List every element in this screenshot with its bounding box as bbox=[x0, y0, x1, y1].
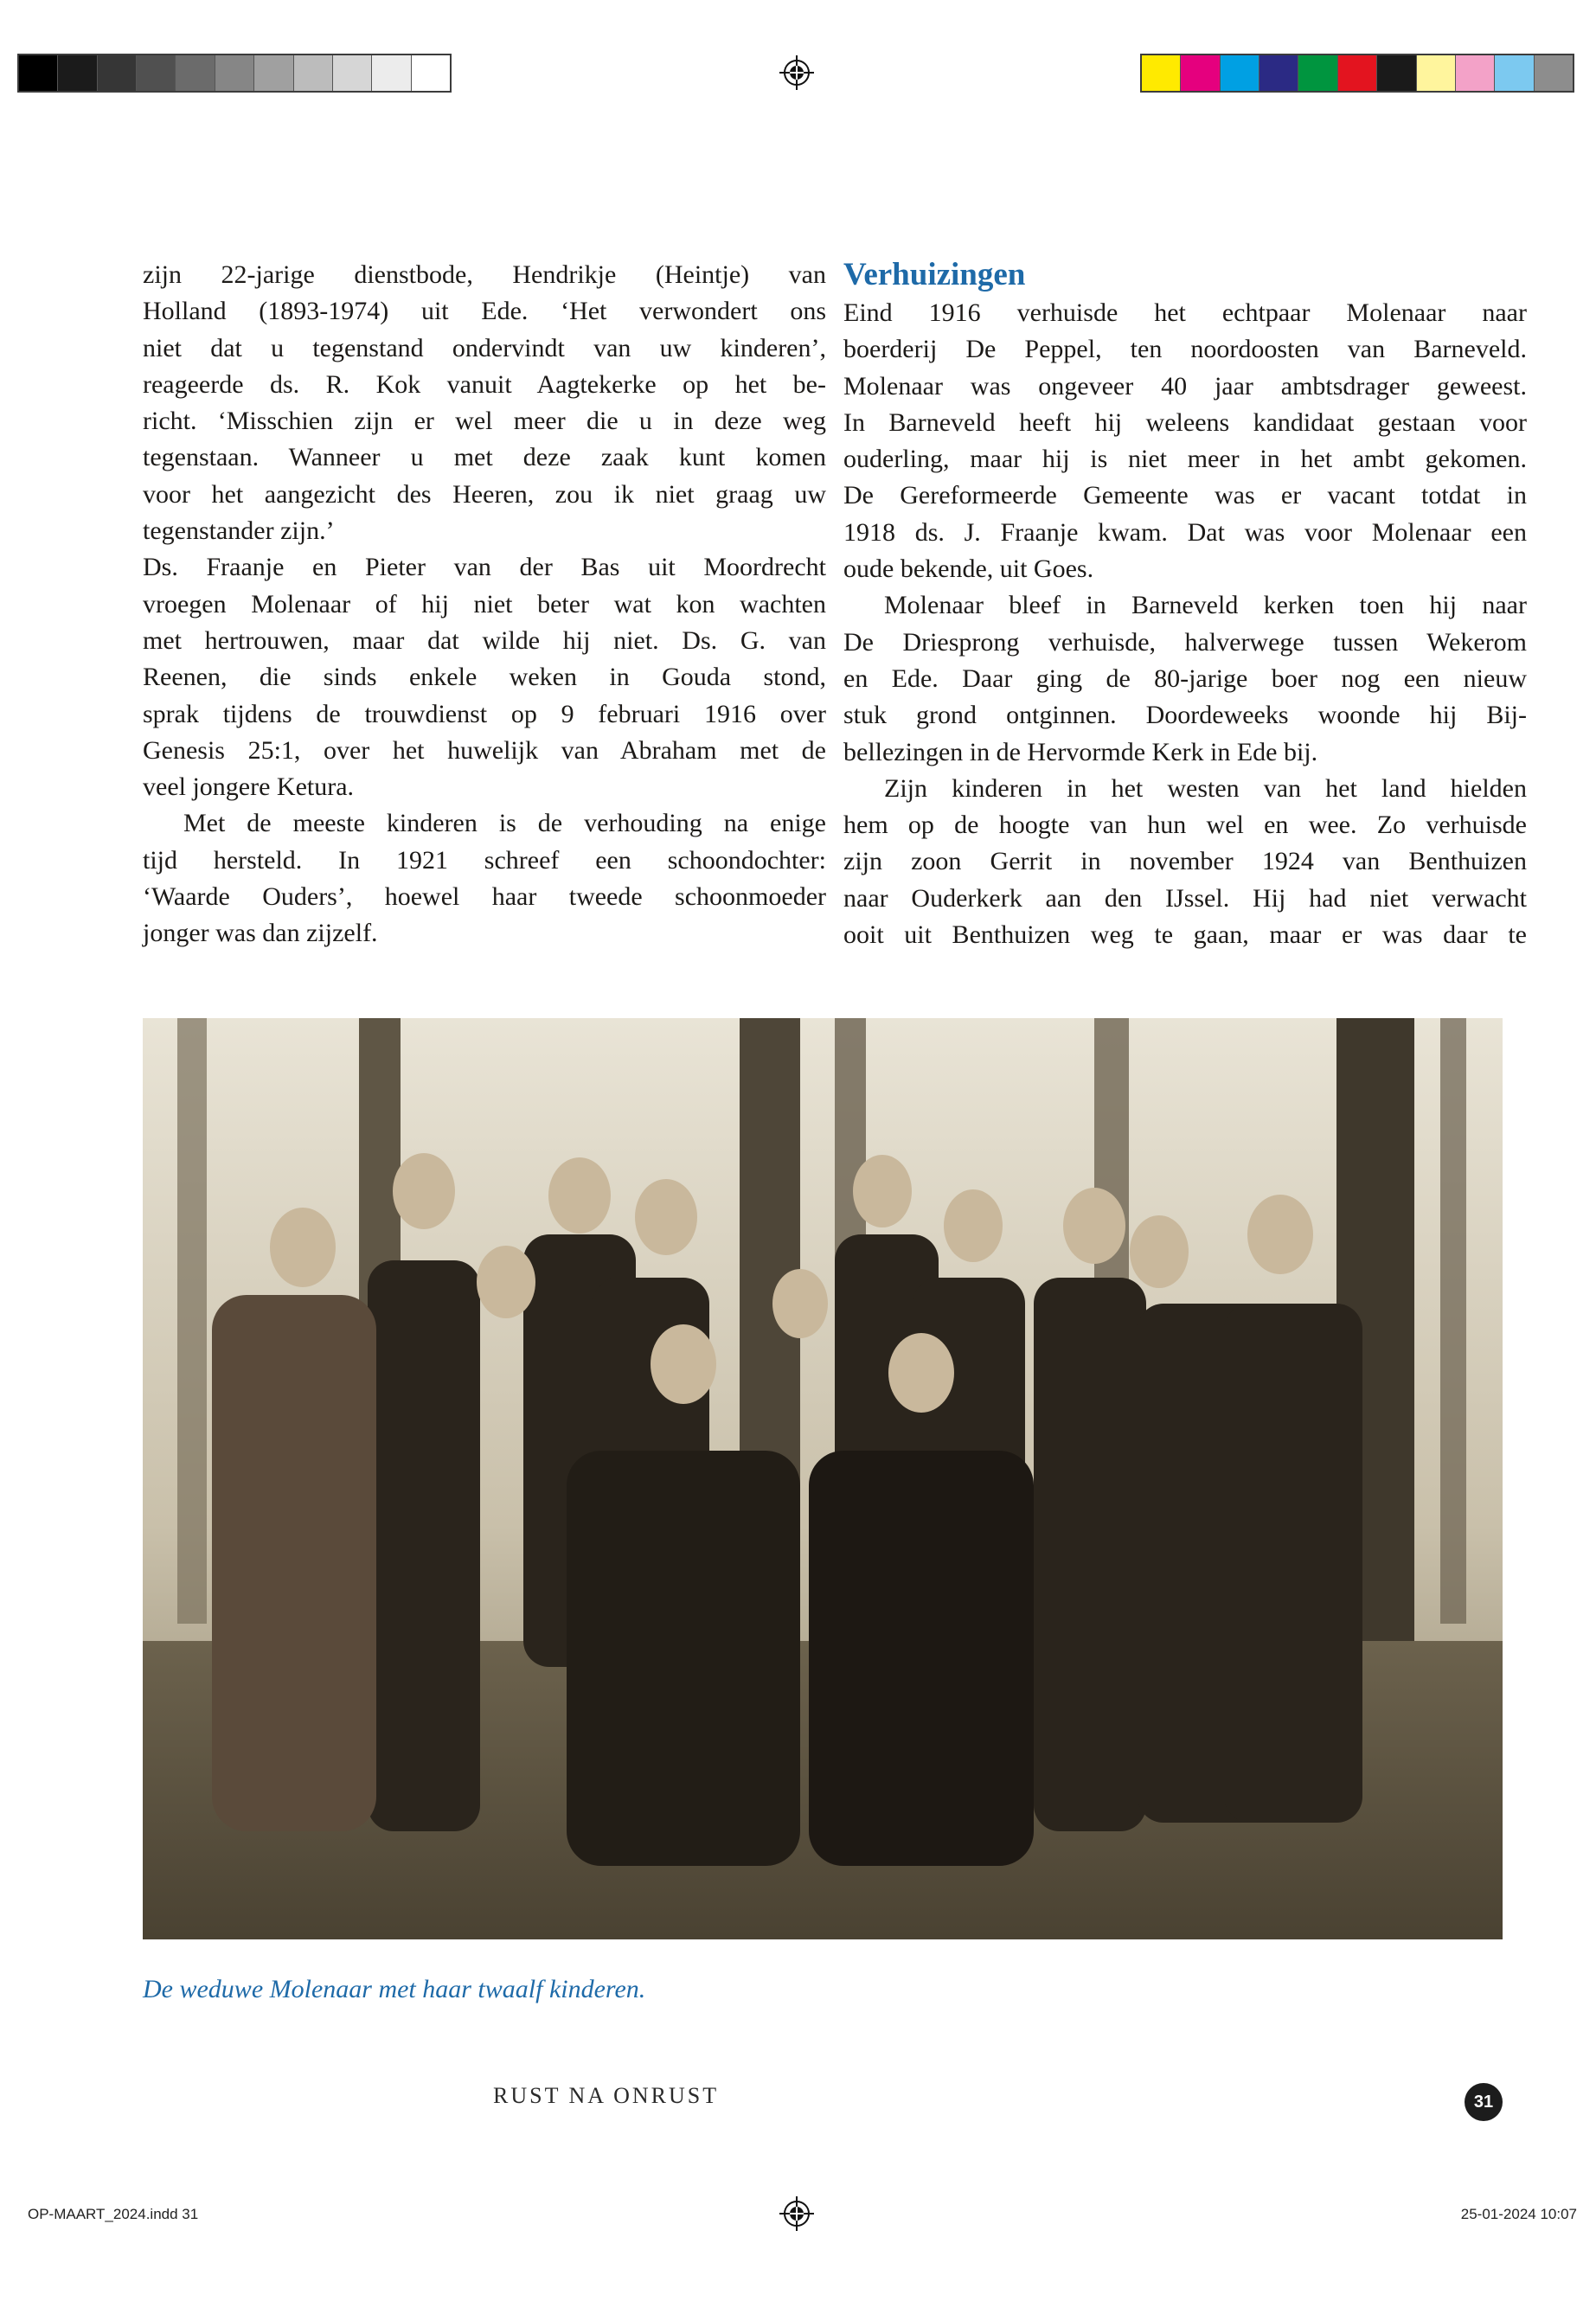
text-line: Zijn kinderen in het westen van het land hielden bbox=[884, 773, 1527, 803]
photo-caption: De weduwe Molenaar met haar twaalf kinderen. bbox=[143, 1975, 646, 2003]
slug-date-time: 25-01-2024 10:07 bbox=[1460, 2206, 1577, 2222]
text-line: ooit uit Benthuizen weg te gaan, maar er was daar te bbox=[843, 920, 1527, 950]
text-line: ‘Waarde Ouders’, hoewel haar tweede schoonmoeder bbox=[143, 882, 826, 912]
text-line: zijn 22-jarige dienstbode, Hendrikje (Heintje) van bbox=[143, 260, 826, 289]
color-swatch bbox=[372, 55, 411, 91]
registration-mark-icon bbox=[779, 55, 814, 90]
color-swatch bbox=[1535, 55, 1573, 91]
text-line: In Barneveld heeft hij weleens kandidaat gestaan voor bbox=[843, 407, 1527, 437]
color-swatch bbox=[412, 55, 450, 91]
color-swatch bbox=[176, 55, 215, 91]
color-swatch bbox=[1338, 55, 1377, 91]
color-swatch bbox=[19, 55, 58, 91]
text-line: Eind 1916 verhuisde het echtpaar Molenaar naar bbox=[843, 298, 1527, 327]
color-swatch bbox=[1221, 55, 1259, 91]
left-text-column bbox=[143, 257, 826, 952]
text-line: niet dat u tegenstand ondervindt van uw kinderen’, bbox=[143, 333, 826, 362]
text-line: tegenstander zijn.’ bbox=[143, 516, 335, 546]
text-line: boerderij De Peppel, ten noordoosten van Barneveld. bbox=[843, 335, 1527, 364]
color-swatch bbox=[1417, 55, 1456, 91]
color-swatch bbox=[1181, 55, 1220, 91]
text-line: zijn zoon Gerrit in november 1924 van Benthuizen bbox=[843, 847, 1527, 876]
text-line: veel jongere Ketura. bbox=[143, 772, 355, 802]
family-photograph bbox=[143, 1018, 1503, 1939]
text-line: en Ede. Daar ging de 80-jarige boer nog een nieuw bbox=[843, 663, 1527, 693]
color-swatch bbox=[1456, 55, 1495, 91]
slug-file-name: OP-MAART_2024.indd 31 bbox=[28, 2206, 199, 2222]
color-swatch bbox=[215, 55, 254, 91]
family-photograph-image bbox=[143, 1018, 1503, 1939]
text-line: De Gereformeerde Gemeente was er vacant totdat in bbox=[843, 481, 1527, 510]
text-line: Molenaar was ongeveer 40 jaar ambtsdrager geweest. bbox=[843, 371, 1527, 401]
process-color-bar bbox=[1140, 54, 1574, 93]
color-swatch bbox=[333, 55, 372, 91]
color-swatch bbox=[294, 55, 333, 91]
text-line: Ds. Fraanje en Pieter van der Bas uit Moordrecht bbox=[143, 553, 826, 582]
text-line: Molenaar bleef in Barneveld kerken toen hij naar bbox=[884, 591, 1527, 620]
grayscale-color-bar bbox=[17, 54, 452, 93]
color-swatch bbox=[1142, 55, 1181, 91]
color-swatch bbox=[137, 55, 176, 91]
text-line: met hertrouwen, maar dat wilde hij niet. Ds. G. van bbox=[143, 625, 826, 655]
color-swatch bbox=[58, 55, 97, 91]
text-line: sprak tijdens de trouwdienst op 9 februari 1916 over bbox=[143, 699, 826, 728]
text-line: ouderling, maar hij is niet meer in het ambt gekomen. bbox=[843, 445, 1527, 474]
running-footer-title: RUST NA ONRUST bbox=[493, 2083, 720, 2108]
color-swatch bbox=[1259, 55, 1298, 91]
text-line: naar Ouderkerk aan den IJssel. Hij had niet verwacht bbox=[843, 883, 1527, 913]
color-swatch bbox=[1377, 55, 1416, 91]
text-line: Met de meeste kinderen is de verhouding na enige bbox=[183, 809, 826, 838]
color-swatch bbox=[1495, 55, 1534, 91]
text-line: voor het aangezicht des Heeren, zou ik niet graag uw bbox=[143, 479, 826, 509]
text-line: reageerde ds. R. Kok vanuit Aagtekerke op het be- bbox=[143, 369, 826, 399]
text-line: 1918 ds. J. Fraanje kwam. Dat was voor Molenaar een bbox=[843, 517, 1527, 547]
text-line: stuk grond ontginnen. Doordeweeks woonde hij Bij- bbox=[843, 701, 1527, 730]
page-number-badge: 31 bbox=[1465, 2083, 1503, 2121]
color-swatch bbox=[254, 55, 293, 91]
text-line: jonger was dan zijzelf. bbox=[143, 919, 378, 948]
text-line: Reenen, die sinds enkele weken in Gouda stond, bbox=[143, 663, 826, 692]
text-line: tegenstaan. Wanneer u met deze zaak kunt komen bbox=[143, 443, 826, 472]
text-line: vroegen Molenaar of hij niet beter wat kon wachten bbox=[143, 589, 826, 619]
text-line: richt. ‘Misschien zijn er wel meer die u in deze weg bbox=[143, 407, 826, 436]
text-line: tijd hersteld. In 1921 schreef een schoondochter: bbox=[143, 845, 826, 875]
color-swatch bbox=[98, 55, 137, 91]
registration-mark-icon bbox=[779, 2196, 814, 2231]
text-line: bellezingen in de Hervormde Kerk in Ede bij. bbox=[843, 737, 1318, 766]
text-line: hem op de hoogte van hun wel en wee. Zo verhuisde bbox=[843, 811, 1527, 840]
right-text-column bbox=[843, 295, 1527, 953]
text-line: oude bekende, uit Goes. bbox=[843, 554, 1094, 584]
text-line: Holland (1893-1974) uit Ede. ‘Het verwondert ons bbox=[143, 297, 826, 326]
text-line: Genesis 25:1, over het huwelijk van Abraham met de bbox=[143, 735, 826, 765]
section-heading: Verhuizingen bbox=[843, 257, 1026, 292]
text-line: De Driesprong verhuisde, halverwege tussen Wekerom bbox=[843, 627, 1527, 657]
color-swatch bbox=[1298, 55, 1337, 91]
